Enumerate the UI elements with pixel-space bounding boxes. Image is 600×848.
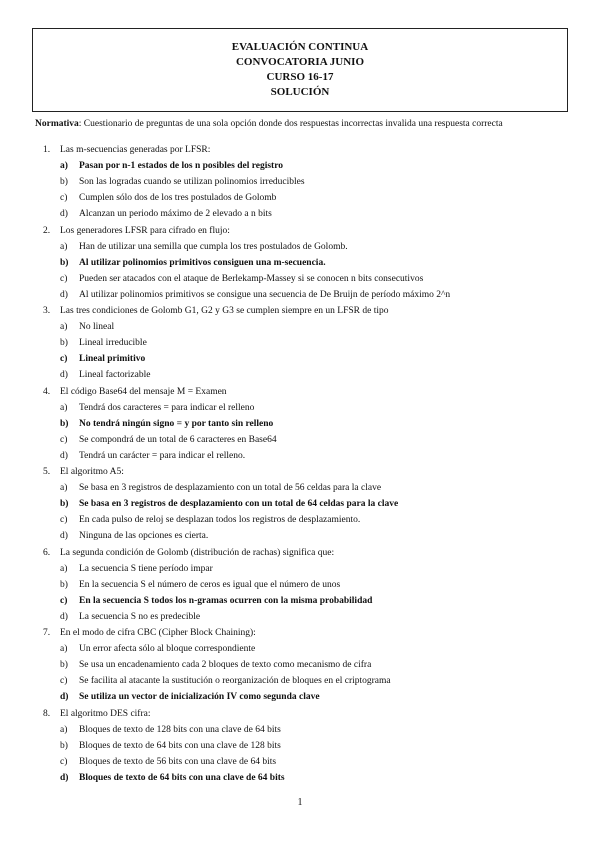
option-letter: d) [60, 370, 68, 381]
option-letter: b) [60, 418, 69, 429]
option-letter: a) [60, 724, 68, 735]
option-letter: a) [60, 644, 68, 655]
option-text: En la secuencia S todos los n-gramas ocurren con la misma probabilidad [79, 595, 373, 606]
option-letter: a) [60, 483, 68, 494]
option-letter: a) [60, 161, 68, 172]
option-text: Pueden ser atacados con el ataque de Berlekamp-Massey si se conocen n bits consecutivos [79, 273, 424, 284]
question-number: 4. [43, 386, 51, 397]
option-letter: b) [60, 257, 69, 268]
question-text: En el modo de cifra CBC (Cipher Block Chaining): [60, 628, 256, 638]
question-text: La segunda condición de Golomb (distribución de rachas) significa que: [60, 547, 335, 558]
option-letter: c) [60, 595, 68, 606]
option-text: La secuencia S no es predecible [79, 611, 201, 622]
option-letter: d) [60, 450, 68, 461]
option-text: Bloques de texto de 128 bits con una clave de 64 bits [79, 724, 281, 735]
option-letter: b) [60, 579, 68, 590]
option-text: La secuencia S tiene período impar [79, 563, 213, 574]
option-letter: b) [60, 499, 69, 510]
question-text: El código Base64 del mensaje M = Examen [60, 386, 227, 397]
option-text: En cada pulso de reloj se desplazan todos los registros de desplazamiento. [79, 515, 361, 526]
option-text: No tendrá ningún signo = y por tanto sin relleno [79, 418, 274, 429]
option-text: Se facilita al atacante la sustitución o reorganización de bloques en el criptograma [79, 676, 391, 687]
option-letter: d) [60, 531, 68, 542]
header-solution: SOLUCIÓN [270, 86, 330, 98]
option-text: Se basa en 3 registros de desplazamiento con un total de 64 celdas para la clave [79, 499, 399, 510]
normativa-label: Normativa [35, 119, 79, 129]
question-number: 7. [43, 628, 51, 638]
option-letter: d) [60, 611, 68, 622]
header-convocatoria: CONVOCATORIA JUNIO [235, 56, 365, 68]
option-letter: a) [60, 241, 68, 252]
option-letter: b) [60, 338, 68, 349]
option-text: Han de utilizar una semilla que cumpla los tres postulados de Golomb. [79, 241, 348, 252]
option-letter: b) [60, 740, 68, 751]
header-box [32, 28, 568, 112]
question-text: Las tres condiciones de Golomb G1, G2 y G3 se cumplen siempre en un LFSR de tipo [60, 306, 389, 316]
option-letter: b) [60, 660, 68, 671]
option-letter: c) [60, 273, 68, 284]
option-letter: a) [60, 402, 68, 413]
option-letter: c) [60, 193, 68, 204]
option-text: Tendrá un carácter = para indicar el relleno. [79, 450, 246, 461]
option-text: Cumplen sólo dos de los tres postulados de Golomb [79, 193, 277, 204]
option-letter: d) [60, 209, 68, 220]
option-letter: c) [60, 515, 68, 526]
option-text: Se utiliza un vector de inicialización IV como segunda clave [79, 692, 320, 703]
option-letter: d) [60, 289, 68, 300]
question-number: 6. [43, 547, 51, 558]
option-text: Al utilizar polinomios primitivos se consigue una secuencia de De Bruijn de período máximo 2^n [79, 289, 451, 300]
option-letter: d) [60, 692, 69, 703]
option-letter: c) [60, 434, 68, 445]
question-number: 5. [43, 467, 51, 477]
option-text: Se basa en 3 registros de desplazamiento con un total de 56 celdas para la clave [79, 483, 382, 494]
option-text: Un error afecta sólo al bloque correspondiente [79, 644, 256, 655]
option-text: Pasan por n-1 estados de los n posibles del registro [79, 161, 284, 172]
option-text: Se usa un encadenamiento cada 2 bloques de texto como mecanismo de cifra [79, 660, 372, 671]
option-text: Lineal factorizable [79, 370, 151, 381]
option-letter: a) [60, 322, 68, 333]
header-title: EVALUACIÓN CONTINUA [231, 41, 369, 53]
question-text: Las m-secuencias generadas por LFSR: [60, 145, 211, 155]
option-text: Bloques de texto de 64 bits con una clave de 64 bits [79, 772, 285, 783]
option-text: Bloques de texto de 56 bits con una clave de 64 bits [79, 756, 277, 767]
normativa-text: : Cuestionario de preguntas de una sola opción donde dos respuestas incorrectas invalida una respuesta correcta [78, 119, 503, 129]
page-number: 1 [297, 797, 303, 808]
option-text: Bloques de texto de 64 bits con una clave de 128 bits [79, 740, 281, 751]
option-text: Alcanzan un periodo máximo de 2 elevado a n bits [79, 209, 272, 220]
option-letter: c) [60, 354, 68, 365]
option-text: Ninguna de las opciones es cierta. [79, 531, 209, 542]
option-text: Lineal primitivo [79, 354, 146, 365]
option-text: Tendrá dos caracteres = para indicar el relleno [79, 402, 255, 413]
option-letter: c) [60, 676, 68, 687]
option-text: Lineal irreducible [79, 338, 147, 349]
question-number: 1. [43, 145, 51, 155]
normativa-paragraph [35, 118, 575, 131]
question-text: Los generadores LFSR para cifrado en flujo: [60, 225, 230, 236]
header-course: CURSO 16-17 [266, 71, 334, 83]
question-text: El algoritmo DES cifra: [60, 708, 151, 719]
option-text: En la secuencia S el número de ceros es igual que el número de unos [79, 579, 341, 590]
option-text: Se compondrá de un total de 6 caracteres en Base64 [79, 434, 277, 445]
option-letter: b) [60, 177, 68, 188]
option-text: Al utilizar polinomios primitivos consiguen una m-secuencia. [79, 257, 326, 268]
question-number: 3. [43, 306, 51, 316]
question-number: 2. [43, 225, 51, 236]
option-letter: d) [60, 772, 69, 783]
option-text: No lineal [79, 322, 115, 333]
option-letter: a) [60, 563, 68, 574]
option-letter: c) [60, 756, 68, 767]
question-text: El algoritmo A5: [60, 467, 124, 477]
option-text: Son las logradas cuando se utilizan polinomios irreducibles [79, 177, 305, 188]
question-number: 8. [43, 708, 51, 719]
